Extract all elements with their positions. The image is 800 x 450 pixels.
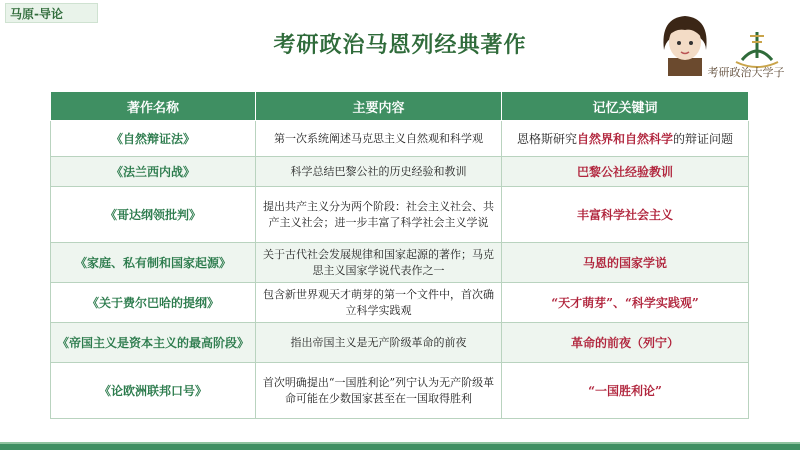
header-name: 著作名称 (51, 92, 256, 121)
work-name: 《帝国主义是资本主义的最高阶段》 (51, 323, 256, 363)
keyword-suffix: 的辩证问题 (673, 131, 734, 146)
work-keyword: 马恩的国家学说 (502, 243, 749, 283)
work-keyword: “一国胜利论” (502, 363, 749, 419)
work-content: 提出共产主义分为两个阶段：社会主义社会、共产主义社会；进一步丰富了科学社会主义学说 (256, 187, 502, 243)
work-keyword: 巴黎公社经验教训 (502, 157, 749, 187)
work-keyword (502, 121, 749, 157)
work-keyword: 革命的前夜（列宁） (502, 323, 749, 363)
table-row (51, 121, 749, 157)
works-table (50, 91, 749, 419)
work-name: 《法兰西内战》 (51, 157, 256, 187)
work-content: 指出帝国主义是无产阶级革命的前夜 (256, 323, 502, 363)
work-name: 《家庭、私有制和国家起源》 (51, 243, 256, 283)
work-keyword: 丰富科学社会主义 (502, 187, 749, 243)
table-row (51, 187, 749, 243)
work-keyword: “天才萌芽”、“科学实践观” (502, 283, 749, 323)
table-row (51, 363, 749, 419)
work-content: 关于古代社会发展规律和国家起源的著作；马克思主义国家学说代表作之一 (256, 243, 502, 283)
page-title: 考研政治马恩列经典著作 (273, 32, 527, 58)
work-content: 首次明确提出“一国胜利论”列宁认为无产阶级革命可能在少数国家甚至在一国取得胜利 (256, 363, 502, 419)
work-name: 《论欧洲联邦口号》 (51, 363, 256, 419)
footer-bar (0, 444, 800, 450)
section-tag: 马原-导论 (5, 3, 98, 23)
work-content: 包含新世界观天才萌芽的第一个文件中，首次确立科学实践观 (256, 283, 502, 323)
logo-text: 考研政治大学子 (707, 66, 785, 79)
keyword-highlight: 自然界和自然科学 (576, 131, 673, 146)
table-header-row (51, 92, 749, 121)
work-name: 《自然辩证法》 (51, 121, 256, 157)
keyword-prefix: 恩格斯研究 (516, 131, 577, 146)
table-row (51, 283, 749, 323)
table-row (51, 157, 749, 187)
work-name: 《关于费尔巴哈的提纲》 (51, 283, 256, 323)
header-keyword: 记忆关键词 (502, 92, 749, 121)
table-row (51, 243, 749, 283)
header-content: 主要内容 (256, 92, 502, 121)
work-content: 科学总结巴黎公社的历史经验和教训 (256, 157, 502, 187)
table-row (51, 323, 749, 363)
work-content: 第一次系统阐述马克思主义自然观和科学观 (256, 121, 502, 157)
work-name: 《哥达纲领批判》 (51, 187, 256, 243)
